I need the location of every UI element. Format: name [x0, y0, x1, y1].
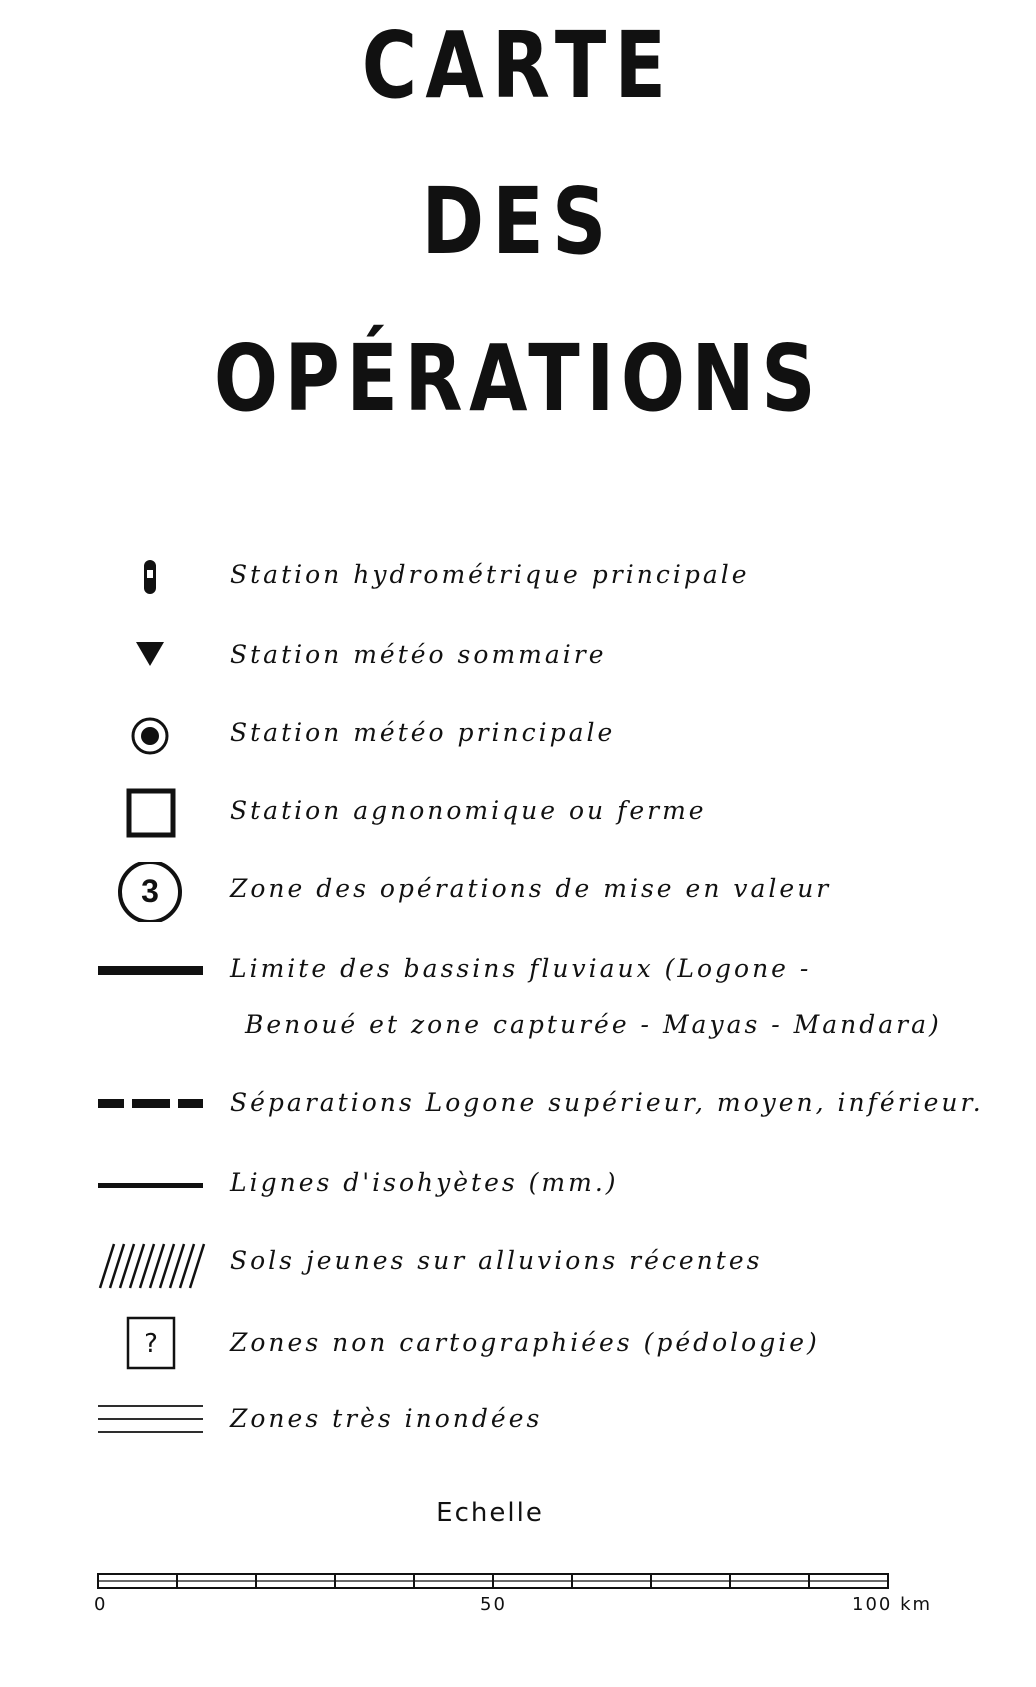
dashed-line-icon	[90, 1076, 210, 1136]
scale-tick-0: 0	[94, 1594, 108, 1615]
legend-label: Zones très inondées	[230, 1404, 543, 1433]
legend-label: Séparations Logone supérieur, moyen, inférieur.	[230, 1088, 984, 1117]
legend-label-continued: Benoué et zone capturée - Mayas - Mandara)	[245, 1010, 942, 1039]
legend-label: Station météo sommaire	[230, 640, 607, 669]
title-line-1: CARTE	[361, 12, 675, 119]
legend-item	[0, 1234, 1036, 1294]
legend-item	[0, 1156, 1036, 1216]
legend-label: Sols jeunes sur alluvions récentes	[230, 1246, 763, 1275]
scale-tick-50: 50	[480, 1594, 507, 1615]
legend-item	[0, 1392, 1036, 1452]
legend-item	[0, 942, 1036, 1062]
scale-tick-100: 100 km	[852, 1594, 933, 1615]
circle-number-icon	[90, 862, 210, 922]
hydrometric-station-icon	[90, 548, 210, 608]
legend-label: Zone des opérations de mise en valeur	[230, 874, 832, 903]
legend-item	[0, 628, 1036, 688]
triple-lines-icon	[90, 1392, 210, 1452]
triangle-down-icon	[90, 628, 210, 688]
circle-number-text: 3	[141, 873, 159, 909]
legend-label: Station hydrométrique principale	[230, 560, 750, 589]
legend-item	[0, 1316, 1036, 1376]
square-icon	[90, 784, 210, 844]
legend-item	[0, 784, 1036, 844]
thin-line-icon	[90, 1156, 210, 1216]
legend-label: Station agnonomique ou ferme	[230, 796, 707, 825]
legend-item	[0, 862, 1036, 922]
question-mark-text: ?	[144, 1329, 158, 1359]
title-line-3: OPÉRATIONS	[213, 325, 823, 432]
legend-label: Station météo principale	[230, 718, 616, 747]
legend-item	[0, 1076, 1036, 1136]
legend-item	[0, 706, 1036, 766]
title-line-2: DES	[421, 168, 615, 275]
thick-line-icon	[90, 942, 210, 1002]
question-box-icon	[90, 1316, 210, 1376]
scale-title: Echelle	[436, 1498, 544, 1528]
legend-label: Limite des bassins fluviaux (Logone -	[230, 954, 812, 983]
legend-label: Zones non cartographiées (pédologie)	[230, 1328, 820, 1357]
legend-item	[0, 548, 1036, 608]
hatch-icon	[90, 1234, 210, 1294]
legend-label: Lignes d'isohyètes (mm.)	[230, 1168, 619, 1197]
circle-dot-icon	[90, 706, 210, 766]
